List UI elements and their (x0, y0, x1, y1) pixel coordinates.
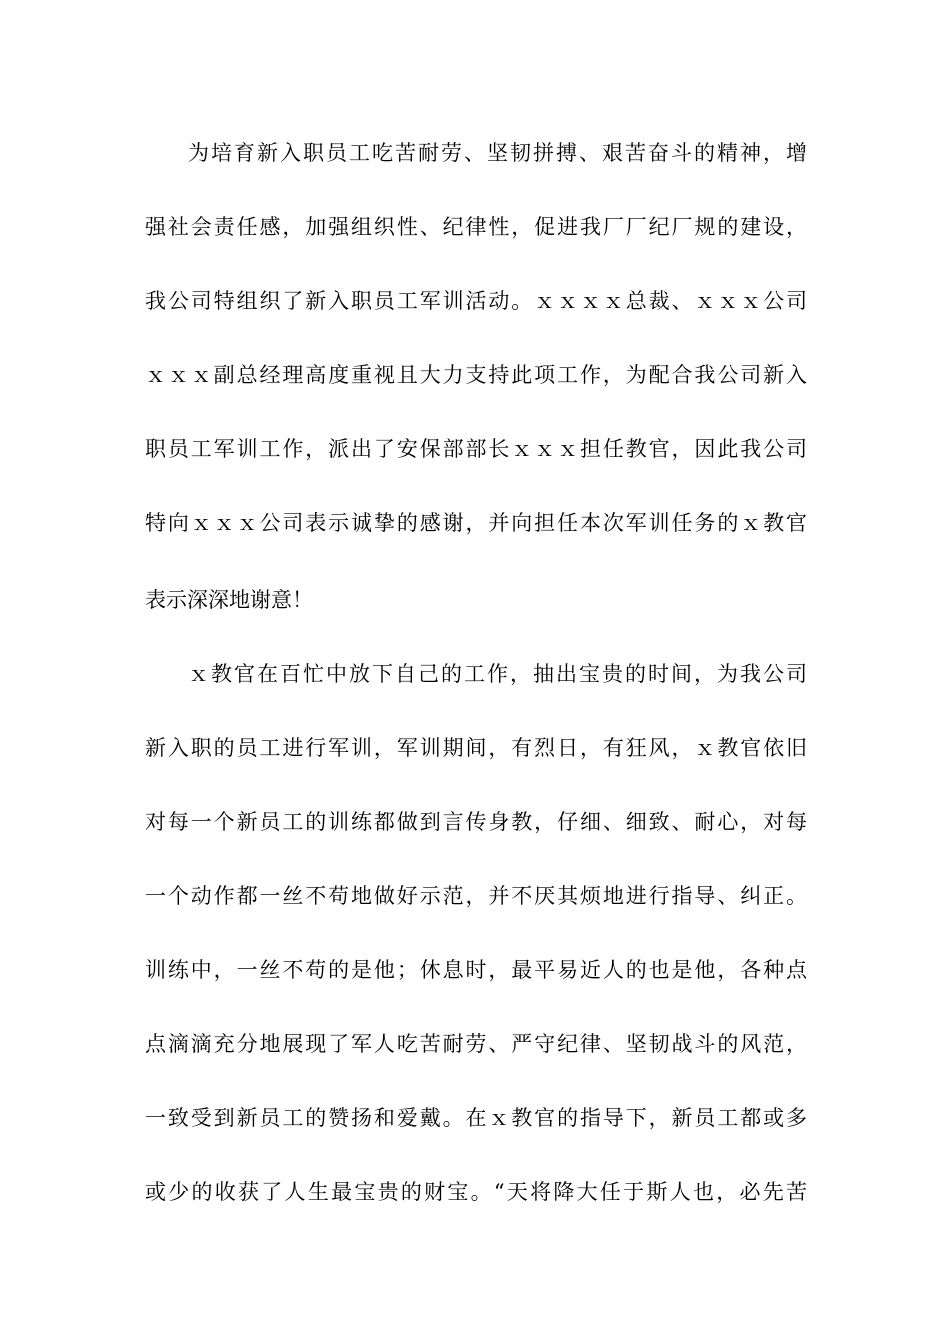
text-line: 新入职的员工进行军训，军训期间，有烈日，有狂风，ｘ教官依旧 (145, 736, 807, 760)
text-line: ｘｘｘ副总经理高度重视且大力支持此项工作，为配合我公司新入 (145, 363, 807, 387)
text-line: 对每一个新员工的训练都做到言传身教，仔细、细致、耐心，对每 (145, 810, 807, 834)
text-line: 或少的收获了人生最宝贵的财宝。“天将降大任于斯人也，必先苦 (145, 1180, 807, 1204)
text-line: 一致受到新员工的赞扬和爱戴。在ｘ教官的指导下，新员工都或多 (145, 1106, 807, 1130)
text-line: 特向ｘｘｘ公司表示诚挚的感谢，并向担任本次军训任务的ｘ教官 (145, 511, 807, 535)
text-line: 强社会责任感，加强组织性、纪律性，促进我厂厂纪厂规的建设， (145, 215, 807, 239)
text-line: 一个动作都一丝不苟地做好示范，并不厌其烦地进行指导、纠正。 (145, 884, 807, 908)
text-line: 点滴滴充分地展现了军人吃苦耐劳、严守纪律、坚韧战斗的风范， (145, 1032, 807, 1056)
text-line: 为培育新入职员工吃苦耐劳、坚韧拼搏、艰苦奋斗的精神，增 (188, 141, 807, 165)
text-line: ｘ教官在百忙中放下自己的工作，抽出宝贵的时间，为我公司 (188, 662, 807, 686)
text-line: 表示深深地谢意！ (145, 588, 313, 612)
text-line: 职员工军训工作，派出了安保部部长ｘｘｘ担任教官，因此我公司 (145, 437, 807, 461)
text-line: 训练中，一丝不苟的是他；休息时，最平易近人的也是他，各种点 (145, 958, 807, 982)
text-line: 我公司特组织了新入职员工军训活动。ｘｘｘｘ总裁、ｘｘｘ公司 (145, 289, 807, 313)
